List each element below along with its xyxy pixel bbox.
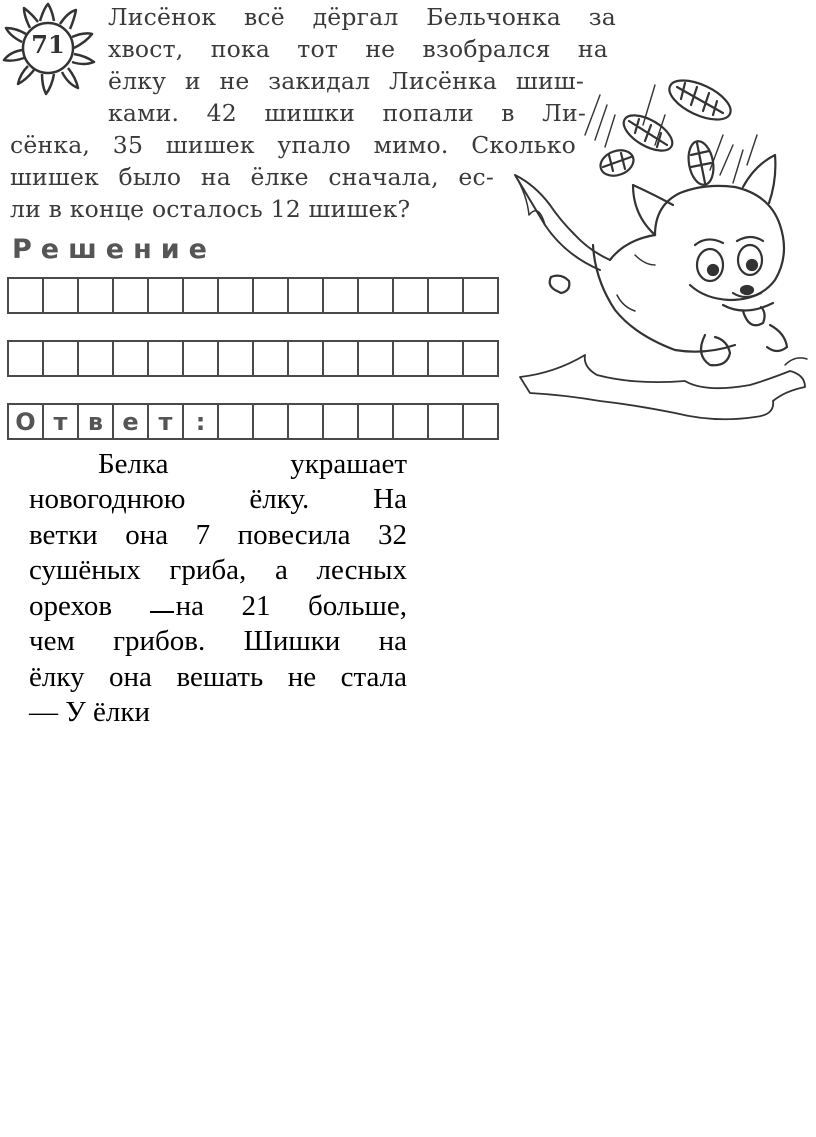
grid-cell[interactable]	[392, 277, 429, 314]
grid-cell[interactable]	[462, 277, 499, 314]
grid-cell[interactable]	[287, 403, 324, 440]
grid-cell[interactable]	[252, 277, 289, 314]
grid-cell[interactable]	[357, 340, 394, 377]
second-problem-line-4	[29, 553, 407, 589]
problem-line-4: ками. 42 шишки попали в Ли-	[108, 99, 586, 127]
answer-label-cell: т	[42, 403, 79, 440]
grid-cell[interactable]	[112, 277, 149, 314]
motion-lines-icon	[585, 85, 757, 183]
problem-line-1: Лисёнок всё дёргал Бельчонка за	[108, 3, 616, 31]
word: ёлку.	[249, 483, 310, 515]
grid-cell[interactable]	[147, 340, 184, 377]
grid-cell[interactable]	[427, 340, 464, 377]
grid-cell[interactable]	[147, 277, 184, 314]
second-problem-line-8: — У ёлки	[29, 696, 150, 728]
answer-label-cell: в	[77, 403, 114, 440]
grid-cell[interactable]	[287, 277, 324, 314]
grid-cell[interactable]	[217, 277, 254, 314]
word: ветки	[29, 519, 98, 551]
word: чем	[29, 625, 75, 657]
word: лесных	[316, 554, 407, 586]
grid-cell[interactable]	[77, 340, 114, 377]
solution-grid-row-1	[7, 277, 497, 314]
word: стала	[340, 661, 407, 693]
problem-line-7: ли в конце осталось 12 шишек?	[10, 195, 411, 223]
word: вешать	[176, 661, 264, 693]
underscore-mark	[150, 611, 174, 613]
grid-cell[interactable]	[322, 403, 359, 440]
grid-cell[interactable]	[7, 340, 44, 377]
word: украшает	[290, 448, 407, 480]
answer-grid	[7, 403, 497, 440]
grid-cell[interactable]	[77, 277, 114, 314]
word: 32	[377, 519, 407, 551]
second-problem-line-2	[29, 482, 407, 518]
word: не	[287, 661, 317, 693]
pine-cone-icon	[685, 139, 716, 186]
word: новогоднюю	[29, 483, 186, 515]
grid-cell[interactable]	[357, 277, 394, 314]
word: 21	[241, 590, 271, 622]
grid-cell[interactable]	[322, 340, 359, 377]
word: На	[373, 483, 407, 515]
pine-cone-icon	[664, 72, 736, 127]
second-problem-line-5	[29, 589, 407, 625]
word: на	[175, 590, 204, 622]
word: сушёных	[29, 554, 141, 586]
grid-cell[interactable]	[427, 403, 464, 440]
grid-cell[interactable]	[287, 340, 324, 377]
word: Белка	[98, 448, 169, 480]
grid-cell[interactable]	[7, 277, 44, 314]
second-problem-line-3	[29, 518, 407, 554]
problem-line-2: хвост, пока тот не взобрался на	[108, 35, 608, 63]
word: повесила	[237, 519, 351, 551]
word: Шишки	[243, 625, 341, 657]
word: грибов.	[113, 625, 206, 657]
word: ёлку	[29, 661, 85, 693]
word: она	[125, 519, 169, 551]
grid-cell[interactable]	[252, 340, 289, 377]
grid-cell[interactable]	[217, 340, 254, 377]
word: больше,	[307, 590, 407, 622]
second-problem-line-6	[29, 624, 407, 660]
word: она	[109, 661, 152, 693]
grid-cell[interactable]	[42, 277, 79, 314]
grid-cell[interactable]	[462, 340, 499, 377]
grid-cell[interactable]	[427, 277, 464, 314]
solution-grid-row-2	[7, 340, 497, 377]
fox-illustration	[505, 55, 810, 445]
grid-cell[interactable]	[357, 403, 394, 440]
grid-cell[interactable]	[462, 403, 499, 440]
word: а	[274, 554, 288, 586]
grid-cell[interactable]	[182, 340, 219, 377]
grid-cell[interactable]	[392, 403, 429, 440]
pine-cone-icon	[597, 146, 637, 180]
grid-cell[interactable]	[322, 277, 359, 314]
answer-label-cell: е	[112, 403, 149, 440]
grid-cell[interactable]	[392, 340, 429, 377]
problem-line-3: ёлку и не закидал Лисёнка шиш-	[108, 67, 584, 95]
grid-cell[interactable]	[217, 403, 254, 440]
word: 7	[195, 519, 211, 551]
problem-line-5: сёнка, 35 шишек упало мимо. Сколько	[10, 131, 576, 159]
grid-cell[interactable]	[182, 277, 219, 314]
grid-cell[interactable]	[112, 340, 149, 377]
solution-label: Решение	[12, 234, 216, 265]
word: гриба,	[169, 554, 247, 586]
grid-cell[interactable]	[252, 403, 289, 440]
answer-label-cell: О	[7, 403, 44, 440]
answer-label-cell: :	[182, 403, 219, 440]
word: на	[378, 625, 407, 657]
word-group	[150, 589, 204, 625]
problem-line-6: шишек было на ёлке сначала, ес-	[10, 163, 494, 191]
second-problem-line-7	[29, 660, 407, 696]
problem-number: 71	[31, 30, 65, 59]
answer-label-cell: т	[147, 403, 184, 440]
grid-cell[interactable]	[42, 340, 79, 377]
word: орехов	[29, 590, 113, 622]
second-problem-line-1	[29, 447, 407, 483]
